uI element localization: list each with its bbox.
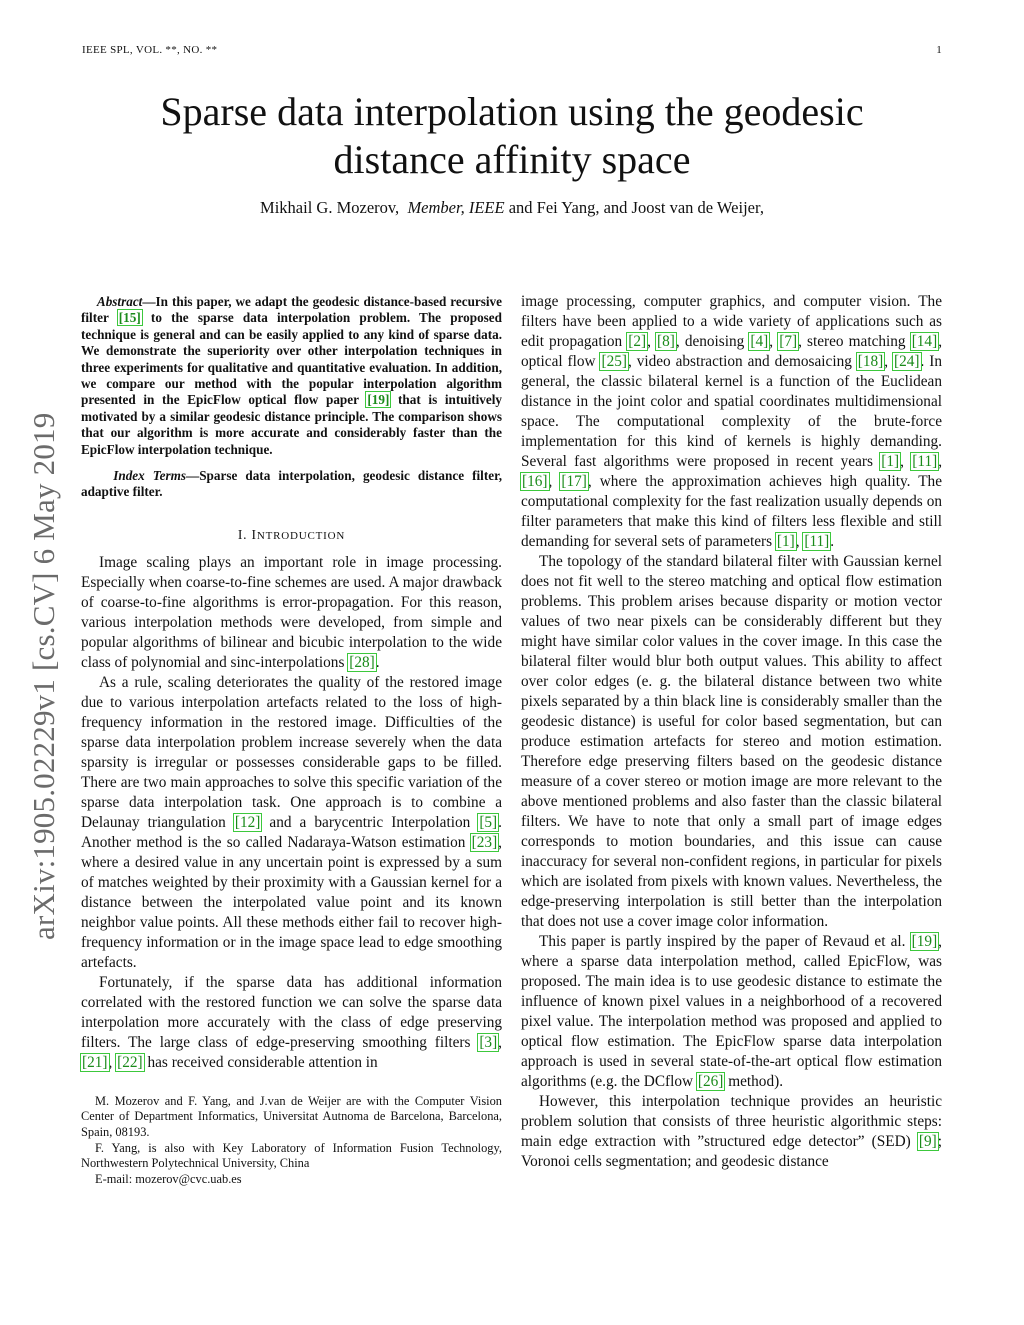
paragraph-text: , denoising (675, 333, 750, 350)
citation-link[interactable]: [8] (657, 333, 675, 350)
citation-link[interactable]: [21] (82, 1053, 108, 1071)
paragraph-text: , where the approximation achieves high quality. The computational complexity for the fast realization usually depends on filter parameters that make this kind of filters less flexible and still demanding for several sets of parameters (521, 473, 942, 550)
citation-link[interactable]: [17] (561, 473, 587, 490)
title-line-1: Sparse data interpolation using the geodesic (160, 89, 864, 134)
paragraph-text: However, this interpolation technique provides an heuristic problem solution that consists of three heuristic algorithmic steps: main edge extraction with ”structured edge detector” (SED) (521, 1093, 942, 1150)
separator: , (900, 453, 912, 470)
citation-link[interactable]: [2] (628, 333, 647, 350)
abstract-label: Abstract (96, 294, 143, 309)
citation-link[interactable]: [5] (479, 813, 498, 831)
footnote-affiliation-1: M. Mozerov and F. Yang, and J.van de Weijer are with the Computer Vision Center of Department Informatics, Universitat Autnoma de Barcelona, Barcelona, Spain, 08193. (81, 1093, 502, 1140)
index-terms-text: Sparse data interpolation, geodesic distance filter, adaptive filter. (81, 468, 503, 500)
citation-link[interactable]: [11] (912, 453, 938, 470)
left-column (81, 294, 502, 1187)
separator: , (769, 333, 779, 350)
author-rest: and Fei Yang, and Joost van de Weijer, (508, 198, 764, 217)
citation-link[interactable]: [3] (479, 1033, 498, 1051)
paragraph-text: . (375, 653, 380, 671)
citation-link[interactable]: [7] (779, 333, 798, 350)
separator: , (647, 333, 657, 350)
paragraph-text: . (830, 533, 835, 550)
paragraph-text: and a barycentric Interpolation (261, 813, 479, 831)
citation-link[interactable]: [1] (776, 533, 795, 550)
paragraph-text: , where a sparse data interpolation method, called EpicFlow, was proposed. The main idea is to use geodesic distance to estimate the influence of known pixel values in a neighborhood of a recovered pixel value. The interpolation method was proposed and applied to optical flow estimation. The EpicFlow sparse data interpolation approach is used in several state-of-the-art optical flow estimation algorithms (e.g. the DCflow (521, 933, 942, 1090)
citation-link[interactable]: [9] (918, 1133, 937, 1150)
paragraph-text: , optical flow (521, 333, 943, 370)
section-heading-introduction (81, 527, 502, 543)
right-column (521, 292, 942, 1172)
paper-title (0, 88, 1024, 184)
author-first: Mikhail G. Mozerov, (260, 198, 400, 217)
author-role: Member, IEEE (407, 198, 505, 217)
intro-paragraph-2 (81, 673, 502, 973)
intro-paragraph-1 (81, 553, 502, 673)
paragraph-text: image processing, computer graphics, and computer vision. The filters have been applied to a wide variety of applications such as edit propagation (521, 293, 942, 350)
page-number: 1 (936, 44, 942, 56)
paragraph-text: , stereo matching (798, 333, 911, 350)
citation-link[interactable]: [14] (911, 333, 938, 350)
citation-link[interactable]: [15] (118, 310, 141, 326)
footnote-email: E-mail: mozerov@cvc.uab.es (95, 1171, 242, 1186)
citation-link[interactable]: [19] (911, 933, 938, 950)
citation-link[interactable]: [28] (349, 653, 375, 671)
citation-link[interactable]: [1] (881, 453, 900, 470)
abstract-dash: — (142, 294, 156, 309)
index-terms-label: Index Terms (113, 468, 187, 484)
arxiv-stamp: arXiv:1905.02229v1 [cs.CV] 6 May 2019 (26, 412, 61, 940)
citation-link[interactable]: [26] (697, 1073, 724, 1090)
intro-paragraph-3 (81, 973, 502, 1073)
separator: , (548, 473, 561, 490)
paragraph-text: This paper is partly inspired by the paper of Revaud et al. (539, 933, 911, 950)
citation-link[interactable]: [25] (601, 353, 627, 370)
paragraph-text: . In general, the classic bilateral kernel is a function of the Euclidean distance in the joint color and spatial coordinates multidimensional space. The computational complexity of the brute-force implementation for this kind of kernels is highly demanding. Several fast algorithms were proposed in recent years (521, 353, 942, 470)
paragraph-text: . Another method is the so called Nadaraya-Watson estimation (81, 813, 502, 851)
separator: , (884, 353, 894, 370)
footnotes (81, 1083, 502, 1188)
paragraph-text: has received considerable attention in (143, 1053, 378, 1071)
right-paragraph-3 (521, 932, 942, 1092)
author-line (0, 198, 1024, 218)
title-line-2: distance affinity space (333, 137, 691, 182)
paragraph-text: , where a desired value in any uncertain point is expressed by a sum of matches weighted by their proximity with a Gaussian kernel for a distance between the interpolated value point and its known neighbor value points. All these methods either fail to recover high-frequency information or in the image space lead to edge smoothing artefacts. (81, 833, 502, 971)
separator: , (938, 453, 943, 470)
section-initial: I (251, 526, 257, 542)
right-paragraph-1 (521, 292, 942, 552)
separator: , (795, 533, 804, 550)
paragraph-text: , video abstraction and demosaicing (627, 353, 857, 370)
abstract-text-2: to the sparse data interpolation problem. The proposed technique is general and can be easily applied to any kind of sparse data. We demonstrate the superiority over other interpolation techniques in three experiments for qualitative and quantitative evaluation. In addition, we compare our method with the popular interpolation algorithm presented in the EpicFlow optical flow paper (81, 310, 502, 408)
index-terms-dash: — (186, 468, 200, 484)
abstract-text-3: that is intuitively motivated by a similar geodesic distance principle. The comparison shows that our algorithm is more accurate and considerably faster than the EpicFlow interpolation technique. (81, 392, 503, 457)
paragraph-text: Image scaling plays an important role in image processing. Especially when coarse-to-fine schemes are used. A major drawback of coarse-to-fine algorithms is error-propagation. For this reason, various interpolation methods were developed, from simple and popular algorithms of bilinear and bicubic interpolation to the wide class of polynomial and sinc-interpolations (81, 553, 502, 671)
citation-link[interactable]: [12] (234, 813, 261, 831)
citation-link[interactable]: [4] (750, 333, 769, 350)
citation-link[interactable]: [18] (857, 353, 884, 370)
paragraph-text: ; Voronoi cells segmentation; and geodesic distance (521, 1133, 942, 1170)
right-paragraph-4 (521, 1092, 942, 1172)
paragraph-text: Fortunately, if the sparse data has additional information correlated with the restored function we can solve the sparse data interpolation more accurately with the class of edge preserving filters. The large class of edge-preserving smoothing filters (81, 973, 502, 1051)
right-paragraph-2: The topology of the standard bilateral filter with Gaussian kernel does not fit well to the stereo matching and optical flow estimation problems. This problem arises because disparity or motion vector values of two near pixels can be considerably different but they might have similar color values in the cover image. In this case the bilateral filter would blur both output values. This ability to affect over color edges (e. g. the bilateral distance between two white pixels separated by a thin black line is considerably smaller than the geodesic distance) is useful for color based segmentation, but can produce estimation artefacts for stereo and motion estimation. Therefore edge preserving filters based on the geodesic distance measure of a cover stereo or motion image are more relevant to the above mentioned problems and also faster than the classic bilateral filters. We have to note that only a small part of image edges corresponds to motion boundaries, and this issue can cause inaccuracy for several non-confident regions, in particular for pixels which are isolated from pixels with known values. Nevertheless, the edge-preserving interpolation is still better than the interpolation that does not use a cover image color information. (521, 553, 942, 930)
abstract-text-1: In this paper, we adapt the geodesic distance-based recursive filter (81, 294, 503, 326)
citation-link[interactable]: [16] (522, 473, 548, 490)
paragraph-text: method). (724, 1073, 784, 1090)
citation-link[interactable]: [22] (117, 1053, 143, 1071)
section-numeral: I. (237, 526, 252, 542)
footnote-affiliation-2: F. Yang, is also with Key Laboratory of Information Fusion Technology, Northwestern Polytechnical University, China (81, 1140, 502, 1171)
citation-link[interactable]: [11] (804, 533, 830, 550)
citation-link[interactable]: [23] (471, 833, 498, 851)
separator: , (108, 1053, 117, 1071)
separator: , (498, 1033, 502, 1051)
citation-link[interactable]: [24] (894, 353, 920, 370)
section-title-rest: NTRODUCTION (256, 529, 346, 542)
paragraph-text: As a rule, scaling deteriorates the quality of the restored image due to various interpolation artefacts related to the loss of high-frequency information in the restored image. Difficulties of the sparse data interpolation problem increase severely when the data sparsity is irregular or possesses considerable gaps to be filled. There are two main approaches to solve this specific variation of the sparse data interpolation task. One approach is to combine a Delaunay triangulation (81, 673, 502, 831)
running-header-journal: IEEE SPL, VOL. **, NO. ** (82, 44, 218, 56)
abstract (81, 294, 502, 458)
index-terms (81, 468, 502, 501)
citation-link[interactable]: [19] (367, 392, 390, 408)
